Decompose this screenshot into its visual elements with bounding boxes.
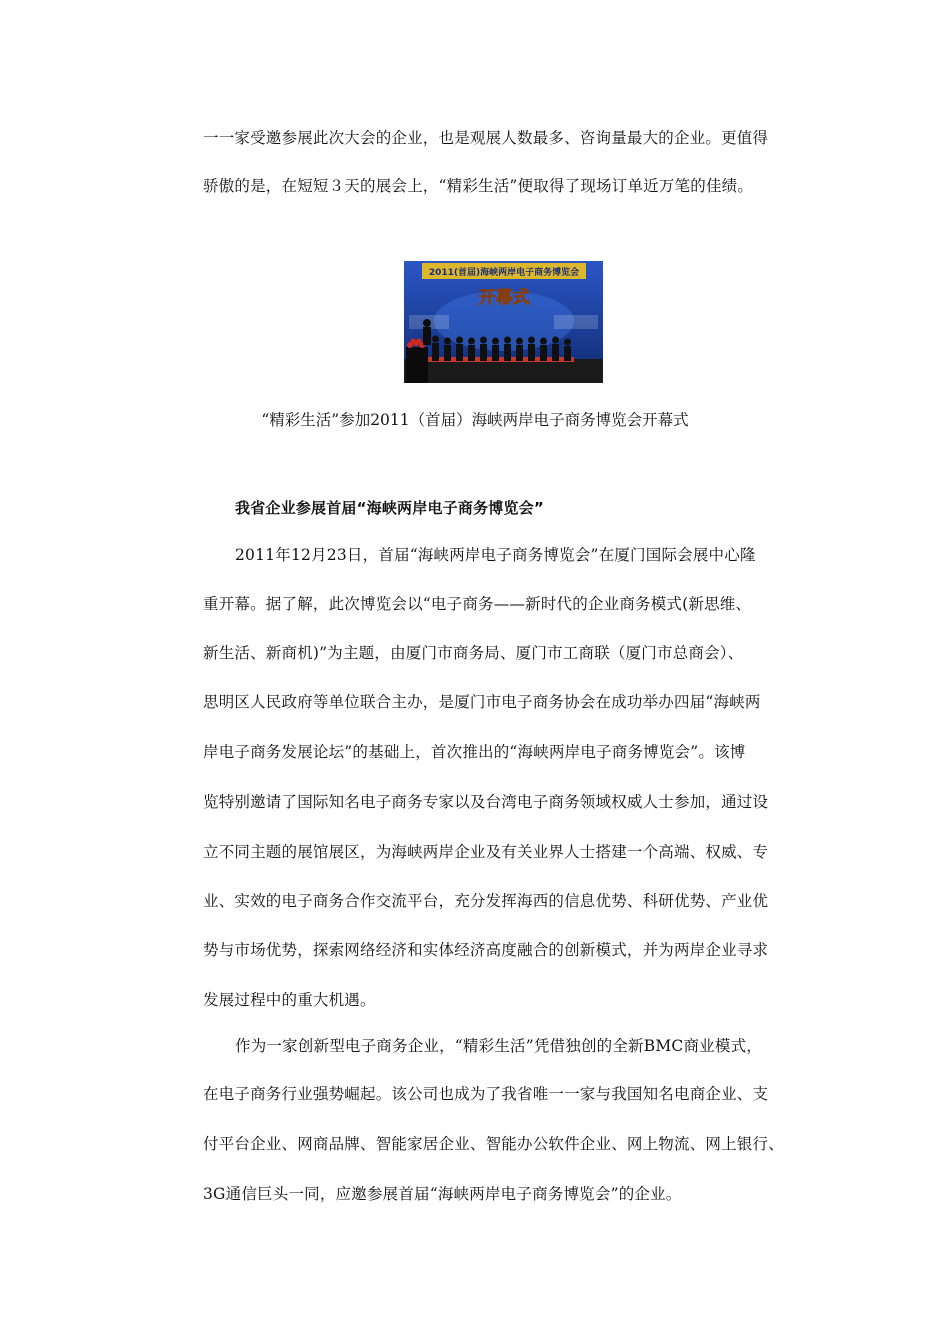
paragraph-1-line: 势与市场优势，探索网络经济和实体经济高度融合的创新模式，并为两岸企业寻求 [203,941,769,959]
paragraph-1-line: 立不同主题的展馆展区，为海峡两岸企业及有关业界人士搭建一个高端、权威、专 [203,843,769,861]
paragraph-1-line: 岸电子商务发展论坛”的基础上，首次推出的“海峡两岸电子商务博览会”。该博 [203,743,746,761]
podium [406,347,428,383]
paragraph-1-line: 2011年12月23日，首届“海峡两岸电子商务博览会”在厦门国际会展中心隆 [235,546,756,564]
paragraph-2-line: 作为一家创新型电子商务企业，“精彩生活”凭借独创的全新BMC商业模式， [235,1037,762,1055]
paragraph-1-line: 重开幕。据了解，此次博览会以“电子商务——新时代的企业商务模式(新思维、 [203,595,752,613]
paragraph-1-line: 新生活、新商机)”为主题，由厦门市商务局、厦门市工商联（厦门市总商会）、 [203,644,744,662]
stage-floor [404,359,603,383]
intro-line-2: 骄傲的是，在短短３天的展会上，“精彩生活”便取得了现场订单近万笔的佳绩。 [203,177,754,195]
paragraph-1-line: 览特别邀请了国际知名电子商务专家以及台湾电子商务领域权威人士参加，通过设 [203,793,769,811]
photo-caption: “精彩生活”参加2011（首届）海峡两岸电子商务博览会开幕式 [261,411,689,429]
paragraph-1-line: 思明区人民政府等单位联合主办，是厦门市电子商务协会在成功举办四届“海峡两 [203,693,761,711]
paragraph-2-line: 在电子商务行业强势崛起。该公司也成为了我省唯一一家与我国知名电商企业、支 [203,1085,769,1103]
banner-title-text: 2011(首届)海峡两岸电子商务博览会 [428,268,580,278]
banner-main-text: 开幕式 [478,288,530,308]
paragraph-1-line: 业、实效的电子商务合作交流平台，充分发挥海西的信息优势、科研优势、产业优 [203,892,769,910]
intro-line-1: 一一家受邀参展此次大会的企业，也是观展人数最多、咨询量最大的企业。更值得 [203,129,769,147]
opening-ceremony-photo [404,261,603,383]
section-heading: 我省企业参展首届“海峡两岸电子商务博览会” [235,499,544,517]
paragraph-2-line: 3G通信巨头一同，应邀参展首届“海峡两岸电子商务博览会”的企业。 [203,1185,682,1203]
paragraph-1-line: 发展过程中的重大机遇。 [203,991,376,1009]
paragraph-2-line: 付平台企业、网商品牌、智能家居企业、智能办公软件企业、网上物流、网上银行、 [203,1135,784,1153]
